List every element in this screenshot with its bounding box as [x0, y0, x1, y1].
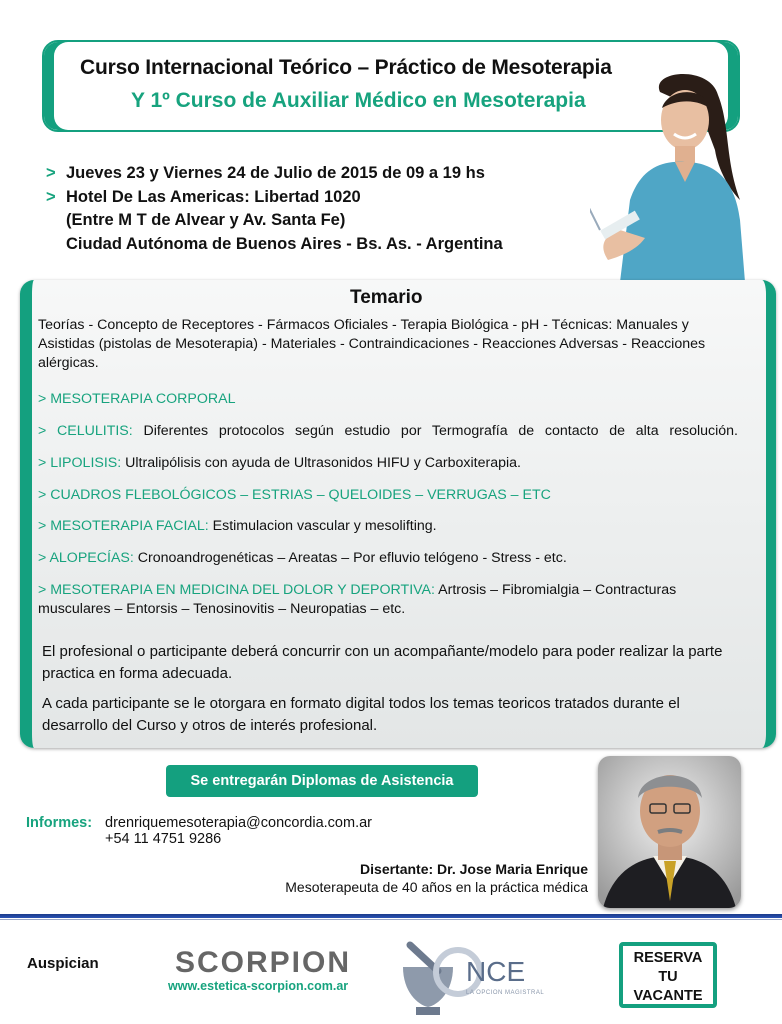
nce-logo: NCE: [466, 956, 526, 987]
event-info: [46, 162, 503, 256]
scorpion-url-link[interactable]: www.estetica-scorpion.com.ar: [168, 979, 349, 993]
temario-title: Temario: [350, 287, 423, 308]
temario-intro: Teorías - Concepto de Receptores - Fármacos Oficiales - Terapia Biológica - pH - Técnicas: Manuales y Asistidas (pistolas de Mesoterapia) - Materiales - Contraindicaciones - Reacciones Adversas - Reacciones alérgicas.: [38, 317, 706, 371]
chevron-right-icon: >: [46, 187, 56, 206]
topic-facial: > MESOTERAPIA FACIAL: Estimulacion vascular y mesolifting.: [38, 518, 437, 534]
speaker-photo: [598, 756, 741, 908]
nurse-photo: [590, 70, 750, 282]
footer-divider-line: [0, 919, 782, 920]
topic-corporal: > MESOTERAPIA CORPORAL: [38, 391, 236, 407]
event-city: Ciudad Autónoma de Buenos Aires - Bs. As. - Argentina: [66, 234, 503, 253]
topic-dolor-deportiva: > MESOTERAPIA EN MEDICINA DEL DOLOR Y DEPORTIVA: Artrosis – Fibromialgia – Contracturas musculares – Entorsis – Tenosinovitis – Neuropatias – etc.: [38, 582, 677, 617]
temario-note-digital: A cada participante se le otorgara en formato digital todos los temas teoricos tratados durante el desarrollo del Curso y otros de interés profesional.: [42, 695, 680, 734]
auspician-label: Auspician: [27, 955, 99, 972]
chevron-right-icon: >: [46, 164, 56, 182]
temario-note-modelo: El profesional o participante deberá concurrir con un acompañante/modelo para poder realizar la parte practica en forma adecuada.: [42, 643, 723, 682]
topic-celulitis: > CELULITIS: Diferentes protocolos según estudio por Termografía de contacto de alta resolución.: [38, 423, 738, 439]
topic-lipolisis: > LIPOLISIS: Ultralipólisis con ayuda de Ultrasonidos HIFU y Carboxiterapia.: [38, 455, 521, 471]
contact-phone: +54 11 4751 9286: [105, 831, 222, 847]
reserva-vacante-button[interactable]: RESERVA TU VACANTE: [619, 942, 717, 1008]
footer-divider: [0, 914, 782, 918]
event-streets: (Entre M T de Alvear y Av. Santa Fe): [66, 211, 346, 229]
course-subtitle: Y 1º Curso de Auxiliar Médico en Mesoterapia: [131, 89, 586, 112]
contact-email[interactable]: drenriquemesoterapia@concordia.com.ar: [105, 815, 372, 831]
speaker-name: Disertante: Dr. Jose Maria Enrique: [360, 861, 588, 877]
informes-label: Informes:: [26, 815, 93, 831]
nce-tagline: LA OPCION MAGISTRAL: [466, 990, 545, 996]
scorpion-logo: SCORPION: [175, 946, 352, 979]
event-date: > Jueves 23 y Viernes 24 de Julio de 2015 de 09 a 19 hs: [46, 162, 503, 186]
diploma-badge: Se entregarán Diplomas de Asistencia: [166, 765, 478, 797]
topic-flebologicos: > CUADROS FLEBOLÓGICOS – ESTRIAS – QUELOIDES – VERRUGAS – ETC: [38, 487, 551, 503]
topic-alopecias: > ALOPECÍAS: Cronoandrogenéticas – Areatas – Por efluvio telógeno - Stress - etc.: [38, 550, 567, 566]
course-title: Curso Internacional Teórico – Práctico de Mesoterapia: [80, 56, 612, 79]
event-venue: > Hotel De Las Americas: Libertad 1020: [46, 186, 503, 210]
speaker-description: Mesoterapeuta de 40 años en la práctica médica: [285, 879, 588, 895]
